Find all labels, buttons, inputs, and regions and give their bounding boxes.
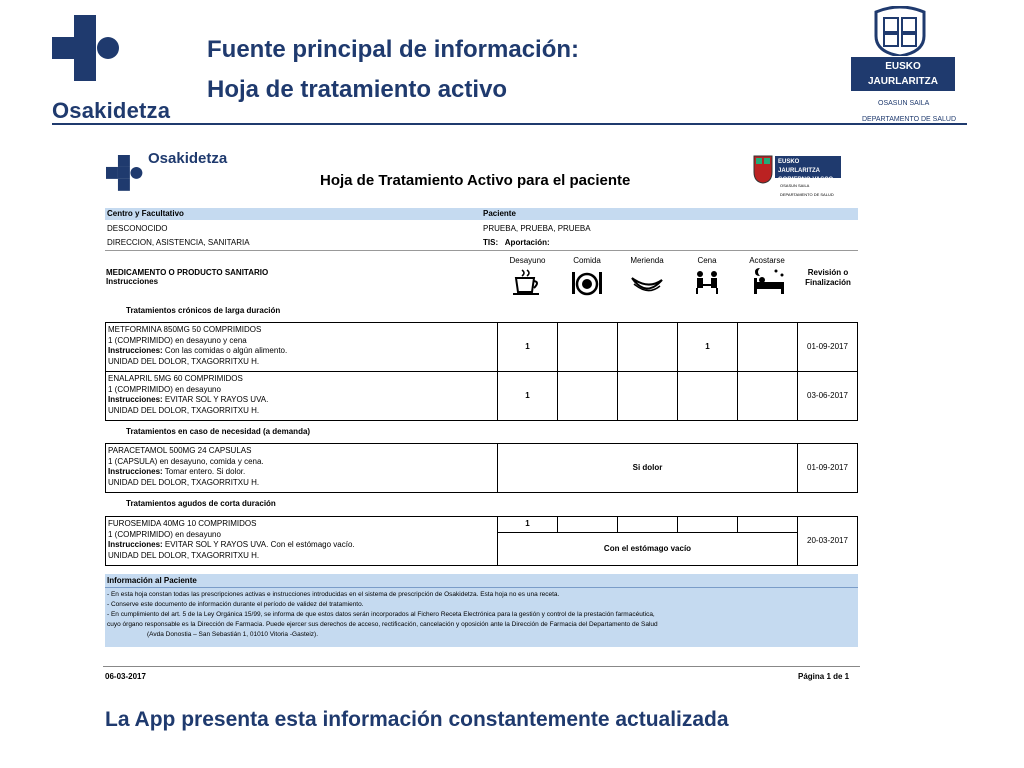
cell bbox=[557, 322, 618, 372]
med-2-desayuno: 1 bbox=[525, 391, 530, 400]
info-line-3: - En cumplimiento del art. 5 de la Ley Orgánica 15/99, se informa de que estos datos serán incorporados al Fichero Receta Electrónica para la gestión y control de la prestación farmacéutica, bbox=[107, 611, 655, 618]
med-3-dose: 1 (CAPSULA) en desayuno, comida y cena. bbox=[108, 456, 264, 466]
col-cena: Cena bbox=[697, 256, 717, 265]
med-4-unit: UNIDAD DEL DOLOR, TXAGORRITXU H. bbox=[108, 550, 260, 560]
med-header-1: MEDICAMENTO O PRODUCTO SANITARIO bbox=[106, 268, 269, 277]
med-3-date: 01-09-2017 bbox=[807, 463, 848, 472]
slide-caption: La App presenta esta información constantemente actualizada bbox=[105, 708, 729, 731]
instr-label: Instrucciones: bbox=[108, 540, 163, 549]
section-cronicos: Tratamientos crónicos de larga duración bbox=[126, 306, 281, 315]
doc-title: Hoja de Tratamiento Activo para el paciente bbox=[320, 172, 631, 189]
med-3-instr-text: Tomar entero. Si dolor. bbox=[164, 467, 246, 476]
cell bbox=[617, 371, 678, 421]
cell bbox=[557, 516, 618, 533]
col-revision bbox=[798, 268, 858, 288]
centro-label: Centro y Facultativo bbox=[107, 209, 184, 218]
cell bbox=[737, 322, 798, 372]
plate-cutlery-icon bbox=[570, 270, 604, 296]
med-3-details bbox=[108, 446, 264, 488]
gobierno-vasco-shield-icon bbox=[868, 6, 932, 56]
med-1-instr bbox=[108, 346, 287, 357]
gov-line-1: EUSKO JAURLARITZA bbox=[868, 61, 938, 87]
instr-label: Instrucciones: bbox=[108, 346, 163, 355]
col-comida: Comida bbox=[573, 256, 601, 265]
med-3-instr bbox=[108, 467, 264, 478]
doc-gov-line-1: EUSKO JAURLARITZA bbox=[778, 159, 820, 174]
med-4-date: 20-03-2017 bbox=[807, 536, 848, 545]
med-3-note: Si dolor bbox=[632, 463, 663, 472]
centro-value-1: DESCONOCIDO bbox=[107, 224, 168, 233]
centro-band bbox=[105, 208, 858, 220]
title-line-1: Fuente principal de información: bbox=[207, 36, 580, 63]
col-desayuno: Desayuno bbox=[509, 256, 546, 265]
gov-dept-es: DEPARTAMENTO DE SALUD bbox=[862, 116, 957, 123]
cell bbox=[677, 516, 738, 533]
med-2-name: ENALAPRIL 5MG 60 COMPRIMIDOS bbox=[108, 374, 243, 383]
med-4-dose: 1 (COMPRIMIDO) en desayuno bbox=[108, 529, 221, 539]
osakidetza-logo-icon bbox=[52, 15, 122, 85]
med-4-desayuno: 1 bbox=[525, 519, 530, 528]
tis-label: TIS: bbox=[483, 238, 499, 247]
section-agudos: Tratamientos agudos de corta duración bbox=[126, 499, 276, 508]
med-1-instr-text: Con las comidas o algún alimento. bbox=[164, 346, 288, 355]
divider bbox=[105, 250, 858, 251]
cell bbox=[617, 322, 678, 372]
doc-footer-divider bbox=[103, 666, 860, 667]
rev-header-2: Finalización bbox=[805, 278, 851, 287]
cell bbox=[737, 516, 798, 533]
col-merienda: Merienda bbox=[630, 256, 664, 265]
doc-gov-line-2: GOBIERNO VASCO bbox=[778, 177, 834, 183]
med-2-instr-text: EVITAR SOL Y RAYOS UVA. bbox=[164, 395, 269, 404]
med-2-date: 03-06-2017 bbox=[807, 391, 848, 400]
med-2-unit: UNIDAD DEL DOLOR, TXAGORRITXU H. bbox=[108, 405, 260, 415]
header-divider bbox=[52, 123, 967, 125]
banana-icon bbox=[630, 272, 664, 296]
centro-value-2: DIRECCION, ASISTENCIA, SANITARIA bbox=[107, 238, 250, 247]
doc-brand-name: Osakidetza bbox=[148, 150, 228, 167]
med-1-cena: 1 bbox=[705, 342, 710, 351]
med-1-name: METFORMINA 850MG 50 COMPRIMIDOS bbox=[108, 325, 262, 334]
med-2-dose: 1 (COMPRIMIDO) en desayuno bbox=[108, 384, 221, 394]
med-1-desayuno: 1 bbox=[525, 342, 530, 351]
med-2-instr bbox=[108, 395, 268, 406]
med-1-dose: 1 (COMPRIMIDO) en desayuno y cena bbox=[108, 335, 247, 345]
cell bbox=[677, 371, 738, 421]
bed-moon-icon bbox=[752, 266, 786, 296]
doc-gov-dept-eu: OSASUN SAILA bbox=[780, 183, 810, 188]
med-2-details bbox=[108, 374, 268, 416]
instr-label: Instrucciones: bbox=[108, 467, 163, 476]
col-acostarse: Acostarse bbox=[749, 256, 785, 265]
title-line-2: Hoja de tratamiento activo bbox=[207, 76, 508, 103]
med-4-note: Con el estómago vacío bbox=[603, 544, 692, 553]
med-header-2: Instrucciones bbox=[106, 277, 159, 286]
gov-dept-eu: OSASUN SAILA bbox=[878, 100, 930, 107]
paciente-label: Paciente bbox=[483, 209, 516, 218]
gobierno-vasco-label bbox=[851, 57, 955, 102]
slide-title bbox=[207, 30, 579, 110]
cell bbox=[737, 371, 798, 421]
med-4-instr-text: EVITAR SOL Y RAYOS UVA. Con el estómago vacío. bbox=[164, 540, 355, 549]
gov-line-2: GOBIERNO VASCO bbox=[856, 91, 950, 102]
coffee-cup-icon bbox=[512, 268, 542, 296]
doc-gov-shield-icon bbox=[752, 154, 774, 184]
med-1-details bbox=[108, 325, 287, 367]
med-3-name: PARACETAMOL 500MG 24 CAPSULAS bbox=[108, 446, 252, 455]
med-1-date: 01-09-2017 bbox=[807, 342, 848, 351]
doc-gov-label bbox=[775, 156, 841, 183]
info-text bbox=[107, 590, 857, 640]
footer-date: 06-03-2017 bbox=[105, 672, 146, 681]
footer-page: Página 1 de 1 bbox=[798, 672, 850, 681]
cell bbox=[557, 371, 618, 421]
rev-header-1: Revisión o bbox=[807, 268, 849, 277]
brand-name: Osakidetza bbox=[52, 98, 171, 123]
med-4-details bbox=[108, 519, 355, 561]
info-divider bbox=[105, 587, 858, 588]
instr-label: Instrucciones: bbox=[108, 395, 163, 404]
doc-osakidetza-logo-icon bbox=[106, 155, 144, 193]
info-header: Información al Paciente bbox=[107, 576, 197, 585]
med-1-unit: UNIDAD DEL DOLOR, TXAGORRITXU H. bbox=[108, 356, 260, 366]
doc-gov-dept-es: DEPARTAMENTO DE SALUD bbox=[780, 192, 834, 197]
paciente-value: PRUEBA, PRUEBA, PRUEBA bbox=[483, 224, 591, 233]
cell bbox=[617, 516, 678, 533]
med-3-unit: UNIDAD DEL DOLOR, TXAGORRITXU H. bbox=[108, 477, 260, 487]
info-line-5: (Avda Donostia – San Sebastián 1, 01010 Vitoria -Gasteiz). bbox=[147, 631, 319, 638]
med-4-instr bbox=[108, 540, 355, 551]
info-line-4: cuyo órgano responsable es la Dirección de Farmacia. Puede ejercer sus derechos de acceso, rectificación, cancelación y oposición ante la Dirección de Farmacia del Departamento de Salud bbox=[107, 621, 658, 628]
section-demanda: Tratamientos en caso de necesidad (a demanda) bbox=[126, 427, 311, 436]
info-line-2: - Conserve este documento de información durante el período de validez del tratamiento. bbox=[107, 601, 364, 608]
aportacion-label: Aportación: bbox=[504, 238, 550, 247]
tis-row bbox=[483, 238, 550, 248]
med-4-name: FUROSEMIDA 40MG 10 COMPRIMIDOS bbox=[108, 519, 257, 528]
dinner-table-icon bbox=[693, 268, 721, 296]
info-line-1: - En esta hoja constan todas las prescripciones activas e instrucciones introducidas en el sistema de prescripción de Osakidetza. Esta hoja no es una receta. bbox=[107, 591, 560, 598]
